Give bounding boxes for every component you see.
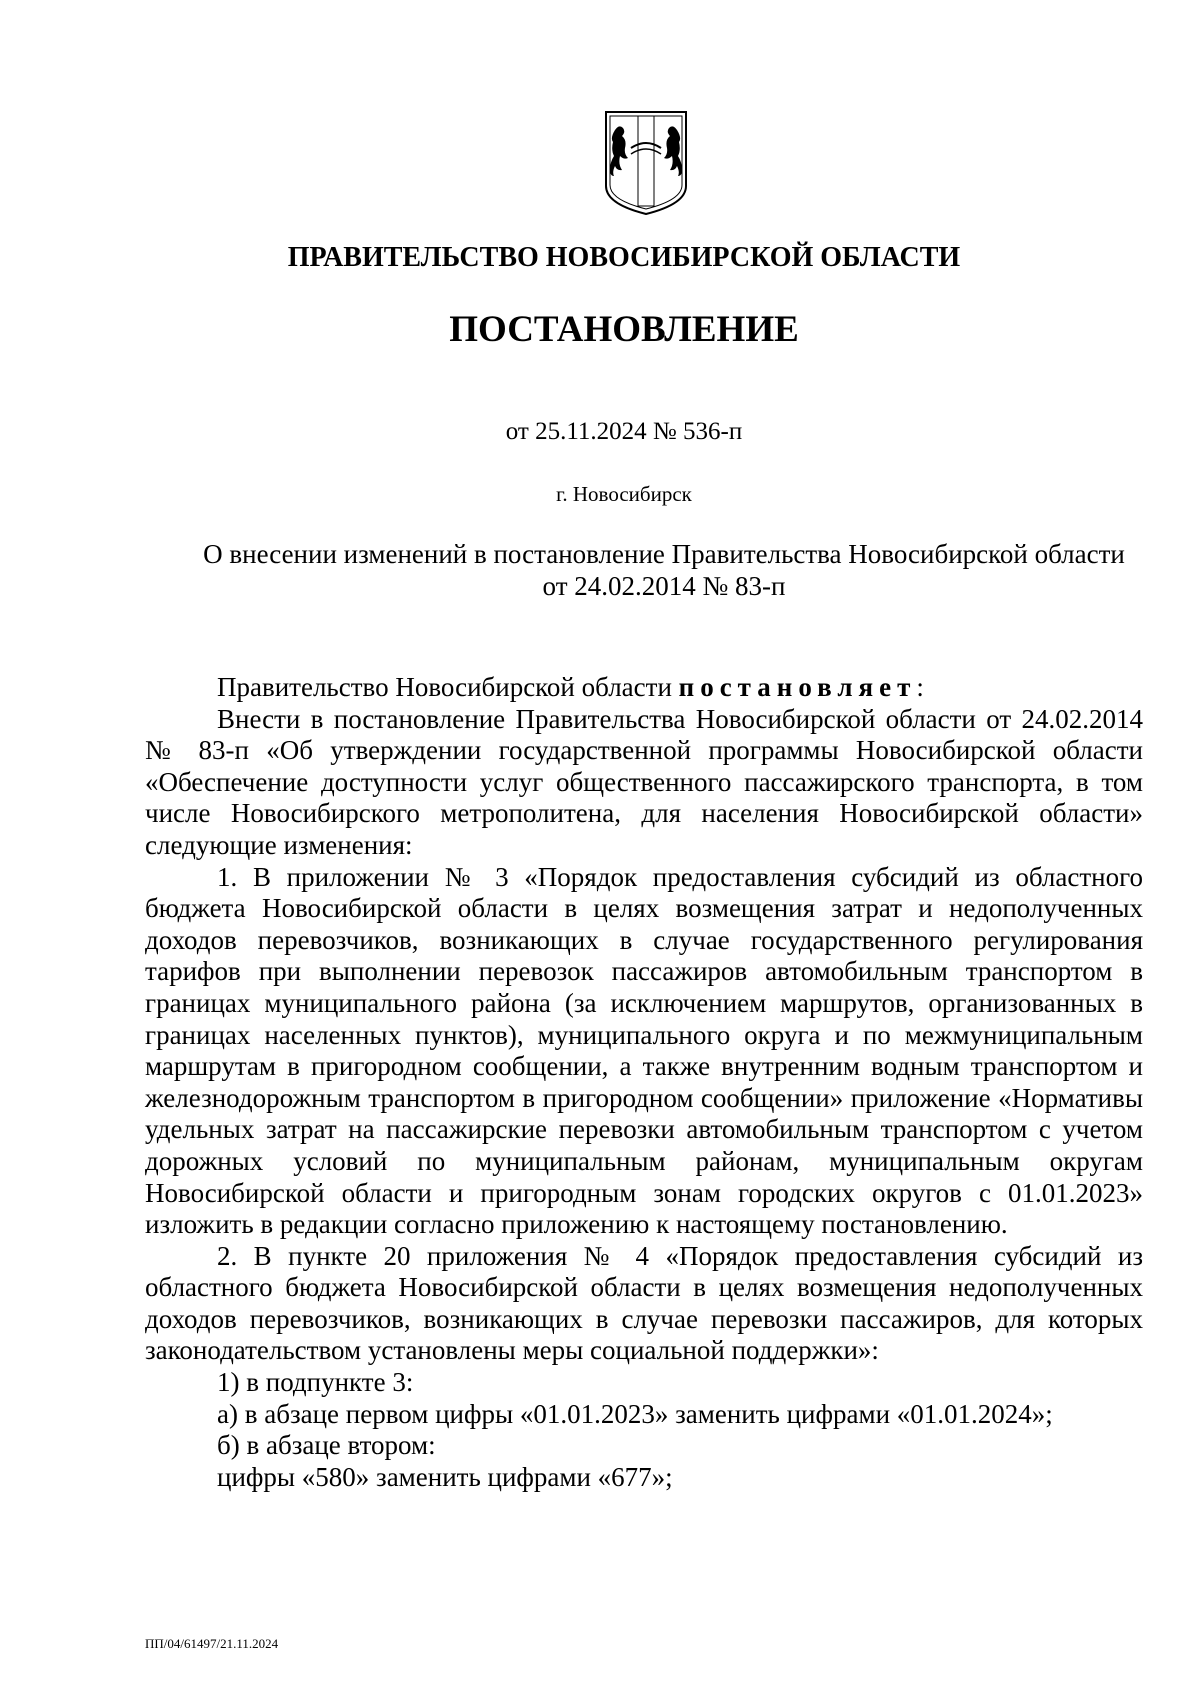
item-1: 1. В приложении № 3 «Порядок предоставления субсидий из областного бюджета Новосибирской области в целях возмещения затрат и недополученных доходов перевозчиков, возникающих в случае государственного регулирования тарифов при выполнении перевозок пассажиров автомобильным транспортом в границах муниципального района (за исключением маршрутов, организованных в границах населенных пунктов), муниципального округа и по межмуниципальным маршрутам в пригородном сообщении, а также внутренним водным транспортом и железнодорожным транспортом в пригородном сообщении» приложение «Нормативы удельных затрат на пассажирские перевозки автомобильным транспортом с учетом дорожных условий по муниципальным районам, муниципальным округам Новосибирской области и пригородным зонам городских округов с 01.01.2023» изложить в редакции согласно приложению к настоящему постановлению. <box>145 861 1143 1240</box>
coat-of-arms-icon <box>601 108 691 218</box>
subitem-1b: б) в абзаце втором: <box>217 1430 436 1461</box>
item-2: 2. В пункте 20 приложения № 4 «Порядок предоставления субсидий из областного бюджета Новосибирской области в целях возмещения недополученных доходов перевозчиков, возникающих в случае перевозки пассажиров, для которых законодательством установлены меры социальной поддержки»: <box>145 1240 1143 1366</box>
subject-line-1: О внесении изменений в постановление Правительства Новосибирской области <box>203 539 1125 569</box>
subitem-1b-line-1: цифры «580» заменить цифрами «677»; <box>217 1461 673 1492</box>
footer-code: ПП/04/61497/21.11.2024 <box>145 1636 279 1651</box>
document-subject <box>140 538 1140 602</box>
preamble-colon: : <box>916 672 924 702</box>
preamble-emphasis: постановляет <box>678 672 917 702</box>
organization-title: ПРАВИТЕЛЬСТВО НОВОСИБИРСКОЙ ОБЛАСТИ <box>287 242 961 273</box>
subject-line-2: от 24.02.2014 № 83-п <box>542 571 786 601</box>
document-body <box>145 672 1143 1493</box>
preamble <box>145 672 1143 704</box>
intro-paragraph: Внести в постановление Правительства Новосибирской области от 24.02.2014 № 83-п «Об утверждении государственной программы Новосибирской области «Обеспечение доступности услуг общественного пассажирского транспорта, в том числе Новосибирского метрополитена, для населения Новосибирской области» следующие изменения: <box>145 703 1143 860</box>
date-and-number: от 25.11.2024 № 536-п <box>505 418 743 445</box>
subitem-1a: а) в абзаце первом цифры «01.01.2023» заменить цифрами «01.01.2024»; <box>217 1398 1053 1429</box>
document-type: ПОСТАНОВЛЕНИЕ <box>449 309 799 350</box>
subitem-1: 1) в подпункте 3: <box>217 1367 414 1398</box>
preamble-text: Правительство Новосибирской области <box>217 672 679 702</box>
city: г. Новосибирск <box>556 482 692 506</box>
